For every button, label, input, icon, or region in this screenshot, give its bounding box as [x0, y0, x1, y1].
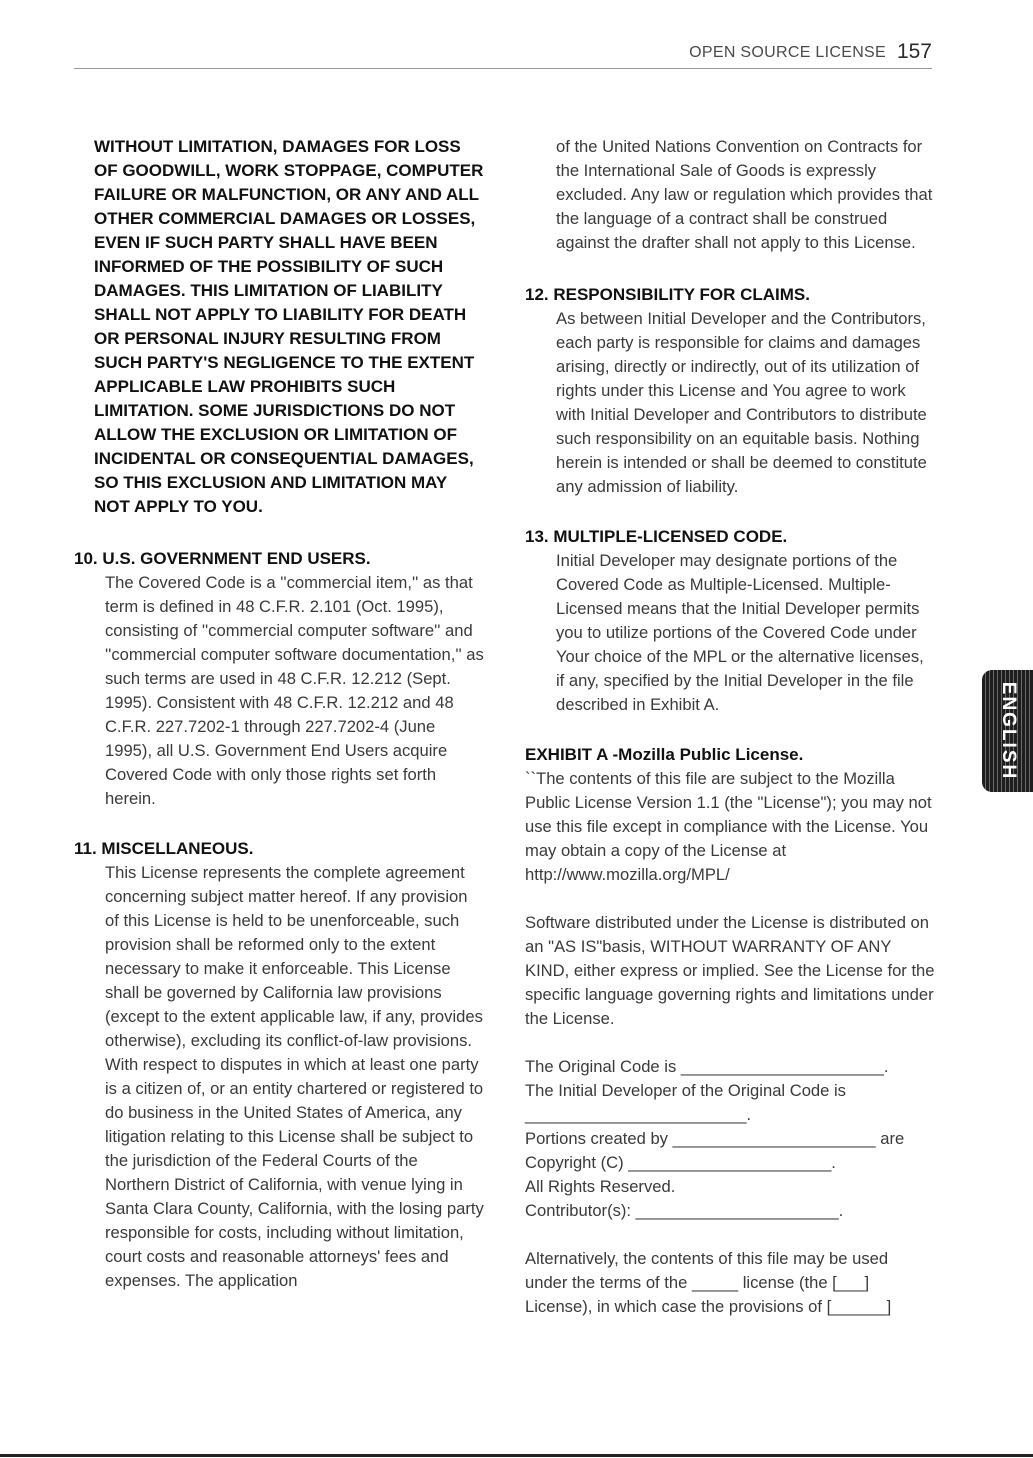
section-12	[525, 283, 935, 499]
section-12-body: As between Initial Developer and the Contributors, each party is responsible for claims and damages arising, directly or indirectly, out of its utilization of rights under this License and You agree to work with Initial Developer and Contributors to distribute such responsibility on an equitable basis. Nothing herein is intended or shall be deemed to constitute any admission of liability.	[556, 309, 927, 496]
section-13-body: Initial Developer may designate portions of the Covered Code as Multiple-Licensed. Multiple-Licensed means that the Initial Developer permits you to utilize portions of the Covered Code under Your choice of the MPL or the alternative licenses, if any, specified by the Initial Developer in the file described in Exhibit A.	[556, 551, 924, 714]
section-13-heading: 13. MULTIPLE-LICENSED CODE.	[525, 527, 788, 546]
section-12-heading: 12. RESPONSIBILITY FOR CLAIMS.	[525, 285, 810, 304]
section-10-heading: 10. U.S. GOVERNMENT END USERS.	[74, 549, 371, 568]
language-tab-label: ENGLISH	[997, 681, 1019, 781]
exhibit-a	[525, 743, 935, 1319]
bottom-rule	[0, 1454, 1033, 1457]
exhibit-a-heading: EXHIBIT A -Mozilla Public License.	[525, 745, 804, 764]
section-13	[525, 525, 935, 717]
exhibit-a-notice: ``The contents of this file are subject to the Mozilla Public License Version 1.1 (the "License"); you may not use this file except in compliance with the License. You may obtain a copy of the License at http://www.mozilla.org/MPL/	[525, 769, 932, 884]
language-tab	[982, 670, 1033, 792]
exhibit-a-original-code-form: The Original Code is ______________________. The Initial Developer of the Original Code is ________________________. Portions created by ______________________ are Copyright (C) ______________________. All Rights Reserved. Contributor(s): ______________________.	[525, 1057, 905, 1220]
section-11-body: This License represents the complete agreement concerning subject matter hereof. If any provision of this License is held to be unenforceable, such provision shall be reformed only to the extent necessary to make it enforceable. This License shall be governed by California law provisions (except to the extent applicable law, if any, provides otherwise), excluding its conflict-of-law provisions. With respect to disputes in which at least one party is a citizen of, or an entity chartered or registered to do business in the United States of America, any litigation relating to this License shall be subject to the jurisdiction of the Federal Courts of the Northern District of California, with venue lying in Santa Clara County, California, with the losing party responsible for costs, including without limitation, court costs and reasonable attorneys' fees and expenses. The application	[105, 863, 484, 1290]
left-column	[74, 135, 484, 1319]
page-header	[74, 0, 932, 69]
exhibit-a-warranty: Software distributed under the License is distributed on an "AS IS"basis, WITHOUT WARRANTY OF ANY KIND, either express or implied. See the License for the specific language governing rights and limitations under the License.	[525, 913, 935, 1028]
page-number: 157	[896, 40, 932, 63]
section-11	[74, 837, 484, 1293]
header-title: OPEN SOURCE LICENSE	[689, 44, 886, 61]
section-11-heading: 11. MISCELLANEOUS.	[74, 839, 254, 858]
exhibit-a-alternative-license: Alternatively, the contents of this file may be used under the terms of the _____ license (the [___] License), in which case the provisions of [______]	[525, 1249, 892, 1316]
section-10-body: The Covered Code is a ''commercial item,'' as that term is defined in 48 C.F.R. 2.101 (Oct. 1995), consisting of ''commercial computer software'' and ''commercial computer software documentation,'' as such terms are used in 48 C.F.R. 12.212 (Sept. 1995). Consistent with 48 C.F.R. 12.212 and 48 C.F.R. 227.7202-1 through 227.7202-4 (June 1995), all U.S. Government End Users acquire Covered Code with only those rights set forth herein.	[105, 573, 484, 808]
right-column	[525, 135, 935, 1319]
liability-disclaimer: WITHOUT LIMITATION, DAMAGES FOR LOSS OF GOODWILL, WORK STOPPAGE, COMPUTER FAILURE OR MALFUNCTION, OR ANY AND ALL OTHER COMMERCIAL DAMAGES OR LOSSES, EVEN IF SUCH PARTY SHALL HAVE BEEN INFORMED OF THE POSSIBILITY OF SUCH DAMAGES. THIS LIMITATION OF LIABILITY SHALL NOT APPLY TO LIABILITY FOR DEATH OR PERSONAL INJURY RESULTING FROM SUCH PARTY'S NEGLIGENCE TO THE EXTENT APPLICABLE LAW PROHIBITS SUCH LIMITATION. SOME JURISDICTIONS DO NOT ALLOW THE EXCLUSION OR LIMITATION OF INCIDENTAL OR CONSEQUENTIAL DAMAGES, SO THIS EXCLUSION AND LIMITATION MAY NOT APPLY TO YOU.	[94, 137, 484, 516]
section-10	[74, 547, 484, 811]
section-11-continuation: of the United Nations Convention on Contracts for the International Sale of Goods is expressly excluded. Any law or regulation which provides that the language of a contract shall be construed against the drafter shall not apply to this License.	[556, 137, 933, 252]
